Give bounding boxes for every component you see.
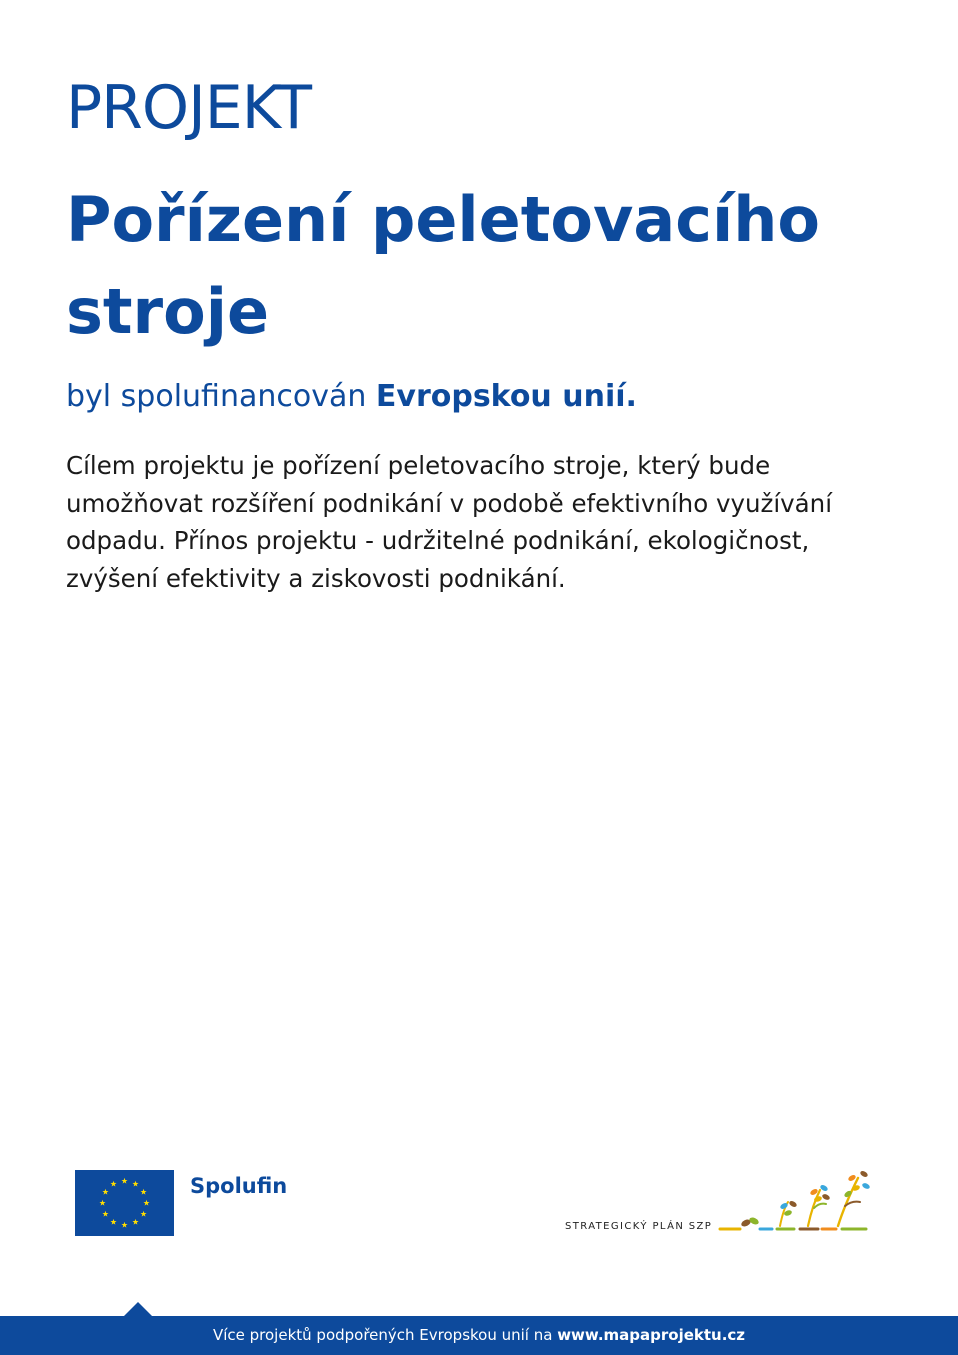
funding-statement (66, 378, 637, 416)
footer-link[interactable]: www.mapaprojektu.cz (557, 1326, 746, 1344)
footer-notch (123, 1302, 153, 1317)
project-description: Cílem projektu je pořízení peletovacího stroje, který bude umožňovat rozšíření podnikání v podobě efektivního využívání odpadu. Přínos projektu - udržitelné podnikání, ekologičnost, zvýšení efektivity a ziskovosti podnikání. (66, 451, 833, 593)
page-eyebrow: PROJEKT (66, 73, 312, 143)
eu-logo-label: Spolufin (190, 1174, 288, 1198)
szp-logo-label: STRATEGICKÝ PLÁN SZP (565, 1221, 713, 1232)
footer-text: Více projektů podpořených Evropskou unií na (212, 1326, 558, 1344)
project-title: Pořízení peletovacího stroje (66, 183, 820, 348)
szp-plants-logo-icon (718, 1166, 878, 1236)
eu-flag-icon (75, 1170, 174, 1236)
footer-bar (0, 1316, 958, 1355)
funding-emphasis: Evropskou unií. (375, 379, 637, 414)
funding-prefix: byl spolufinancován (66, 379, 376, 414)
